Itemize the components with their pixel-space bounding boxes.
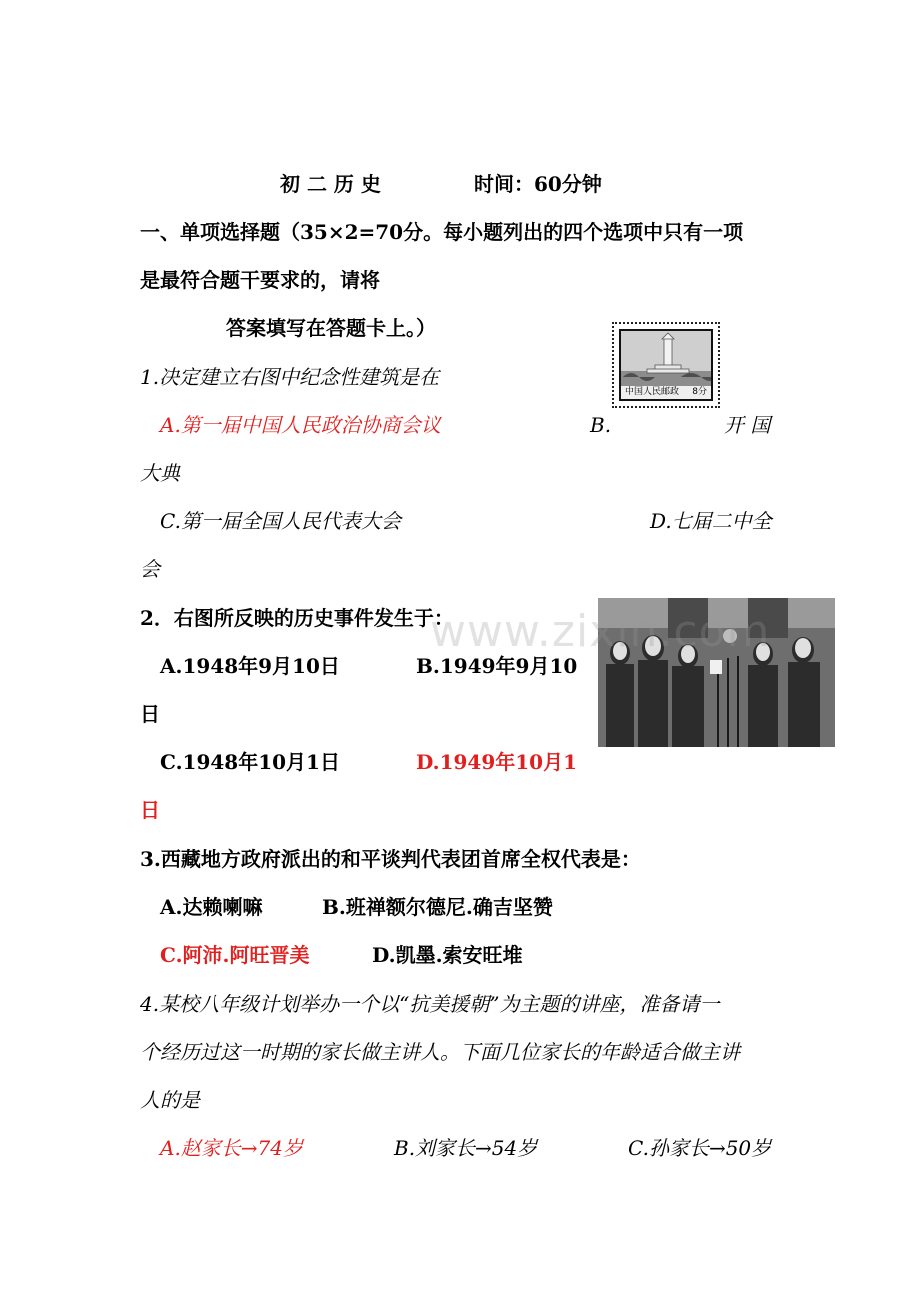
question-4-option-a: A.赵家长→74岁: [160, 1136, 304, 1160]
question-3-option-c: C.阿沛.阿旺晋美: [160, 943, 310, 967]
question-1-option-a: A.第一届中国人民政治协商会议: [160, 413, 441, 437]
question-3-option-b: B.班禅额尔德尼.确吉坚赞: [322, 895, 553, 919]
question-1-option-d: D.七届二中全: [650, 509, 772, 533]
question-3-stem: 3.西藏地方政府派出的和平谈判代表团首席全权代表是：: [140, 847, 641, 871]
question-4-stem-line2: 个经历过这一时期的家长做主讲人。下面几位家长的年龄适合做主讲: [140, 1040, 740, 1064]
section-heading-line2: 是最符合题干要求的，请将: [140, 268, 380, 292]
question-4-option-c: C.孙家长→50岁: [628, 1136, 772, 1160]
stamp-caption: 中国人民邮政: [621, 386, 711, 399]
question-1-option-b-text: 开 国: [724, 413, 771, 437]
question-1-option-d-wrap: 会: [140, 557, 160, 581]
question-4-option-b: B.刘家长→54岁: [394, 1136, 538, 1160]
question-2-option-c: C.1948年10月1日: [160, 750, 340, 774]
exam-time: 时间：60分钟: [474, 172, 602, 196]
exam-subject: 初 二 历 史: [280, 172, 381, 196]
question-2-stem: 2．右图所反映的历史事件发生于：: [140, 606, 454, 630]
monument-stamp-image: [612, 322, 720, 408]
question-2-option-b-wrap: 日: [140, 702, 160, 726]
question-3-option-a: A.达赖喇嘛: [160, 895, 263, 919]
question-4-stem-line3: 人的是: [140, 1088, 200, 1112]
question-2-option-d: D.1949年10月1: [416, 750, 578, 774]
question-1-option-b: B.: [590, 413, 612, 437]
monument-illustration: [621, 331, 713, 387]
question-2-option-a: A.1948年9月10日: [160, 654, 340, 678]
stamp-value: 8分: [692, 387, 707, 397]
question-2-option-d-wrap: 日: [140, 798, 160, 822]
section-heading-line3: 答案填写在答题卡上。）: [226, 316, 436, 340]
question-1-stem: 1.决定建立右图中纪念性建筑是在: [140, 365, 440, 389]
question-4-stem-line1: 4.某校八年级计划举办一个以“抗美援朝”为主题的讲座，准备请一: [140, 992, 720, 1016]
question-1-option-b-wrap: 大典: [140, 461, 180, 485]
question-3-option-d: D.凯墨.索安旺堆: [372, 943, 523, 967]
question-1-option-c: C.第一届全国人民代表大会: [160, 509, 401, 533]
question-2-option-b: B.1949年9月10: [416, 654, 578, 678]
watermark: www.zixin.com: [430, 606, 771, 657]
section-heading-line1: 一、单项选择题（35×2=70分。每小题列出的四个选项中只有一项: [140, 220, 744, 244]
